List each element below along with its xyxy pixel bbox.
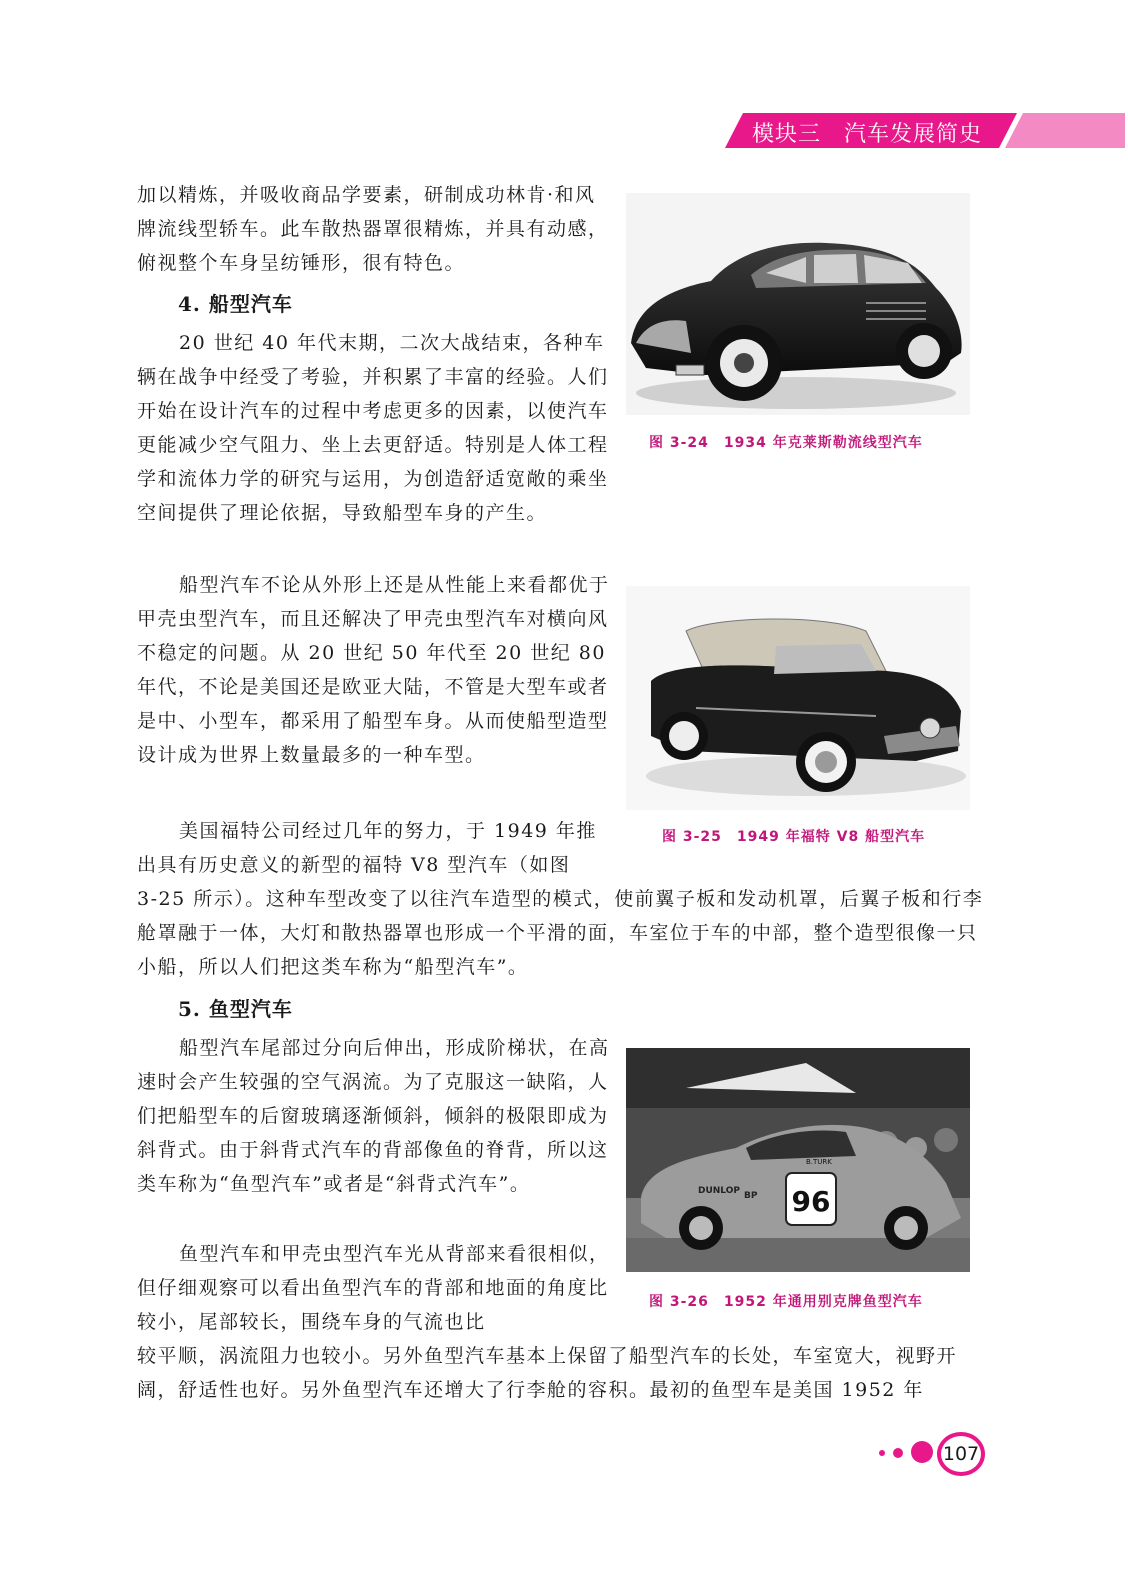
section-heading-5: 5. 鱼型汽车 — [178, 997, 293, 1021]
paragraph-4-end: 3-25 所示）。这种车型改变了以往汽车造型的模式，使前翼子板和发动机罩，后翼子板和行李舱罩融于一体，大灯和散热器罩也形成一个平滑的面，车室位于车的中部，整个造型很像一只小船，所以人们把这类车称为“船型汽车”。 — [137, 888, 984, 978]
race-number-decal: 96 — [791, 1185, 831, 1218]
page-number: 107 — [937, 1432, 985, 1476]
chapter-title: 模块三 汽车发展简史 — [752, 122, 983, 147]
figure-3-26-caption: 图 3-26 1952 年通用别克牌鱼型汽车 — [649, 1294, 923, 1310]
fastback-car-illustration — [626, 1048, 970, 1272]
figure-3-25-caption: 图 3-25 1949 年福特 V8 船型汽车 — [662, 829, 926, 845]
decor-dot-small — [879, 1450, 885, 1456]
paragraph-5: 船型汽车尾部过分向后伸出，形成阶梯状，在高速时会产生较强的空气涡流。为了克服这一缺陷，人们把船型车的后窗玻璃逐渐倾斜，倾斜的极限即成为斜背式。由于斜背式汽车的背部像鱼的脊背，所以这类车称为“鱼型汽车”或者是“斜背式汽车”。 — [137, 1037, 610, 1195]
bp-decal: BP — [744, 1191, 758, 1201]
paragraph-4-start: 美国福特公司经过几年的努力，于 1949 年推出具有历史意义的新型的福特 V8 型汽车（如图 — [137, 820, 597, 876]
chapter-banner — [725, 113, 1125, 148]
figure-3-25-photo — [626, 586, 970, 810]
figure-3-24-photo — [626, 193, 970, 415]
section-heading-4: 4. 船型汽车 — [178, 292, 293, 316]
paragraph-6-start: 鱼型汽车和甲壳虫型汽车光从背部来看很相似，但仔细观察可以看出鱼型汽车的背部和地面的角度比较小，尾部较长，围绕车身的气流也比 — [137, 1243, 610, 1333]
chrysler-airflow-illustration — [626, 193, 970, 415]
figure-3-24-caption: 图 3-24 1934 年克莱斯勒流线型汽车 — [649, 435, 923, 451]
paragraph-1: 加以精炼，并吸收商品学要素，研制成功林肯·和风牌流线型轿车。此车散热器罩很精炼，并具有动感，俯视整个车身呈纺锤形，很有特色。 — [137, 184, 609, 274]
paragraph-2: 20 世纪 40 年代末期，二次大战结束，各种车辆在战争中经受了考验，并积累了丰富的经验。人们开始在设计汽车的过程中考虑更多的因素，以使汽车更能减少空气阻力、坐上去更舒适。特别是人体工程学和流体力学的研究与运用，为创造舒适宽敞的乘坐空间提供了理论依据，导致船型车身的产生。 — [137, 332, 609, 524]
paragraph-3: 船型汽车不论从外形上还是从性能上来看都优于甲壳虫型汽车，而且还解决了甲壳虫型汽车对横向风不稳定的问题。从 20 世纪 50 年代至 20 世纪 80 年代，不论是美国还是欧亚大陆，不管是大型车或者是中、小型车，都采用了船型车身。从而使船型造型设计成为世界上数量最多的一种车型。 — [137, 574, 610, 766]
driver-name-decal: B.TURK — [806, 1158, 832, 1166]
paragraph-6-end: 较平顺，涡流阻力也较小。另外鱼型汽车基本上保留了船型汽车的长处，车室宽大，视野开阔，舒适性也好。另外鱼型汽车还增大了行李舱的容积。最初的鱼型车是美国 1952 年 — [137, 1345, 958, 1401]
page-number-badge — [875, 1430, 995, 1480]
decor-dot-large — [911, 1441, 933, 1463]
dunlop-decal: DUNLOP — [698, 1186, 740, 1196]
figure-3-26-photo — [626, 1048, 970, 1272]
decor-dot-medium — [893, 1448, 903, 1458]
ford-v8-illustration — [626, 586, 970, 810]
